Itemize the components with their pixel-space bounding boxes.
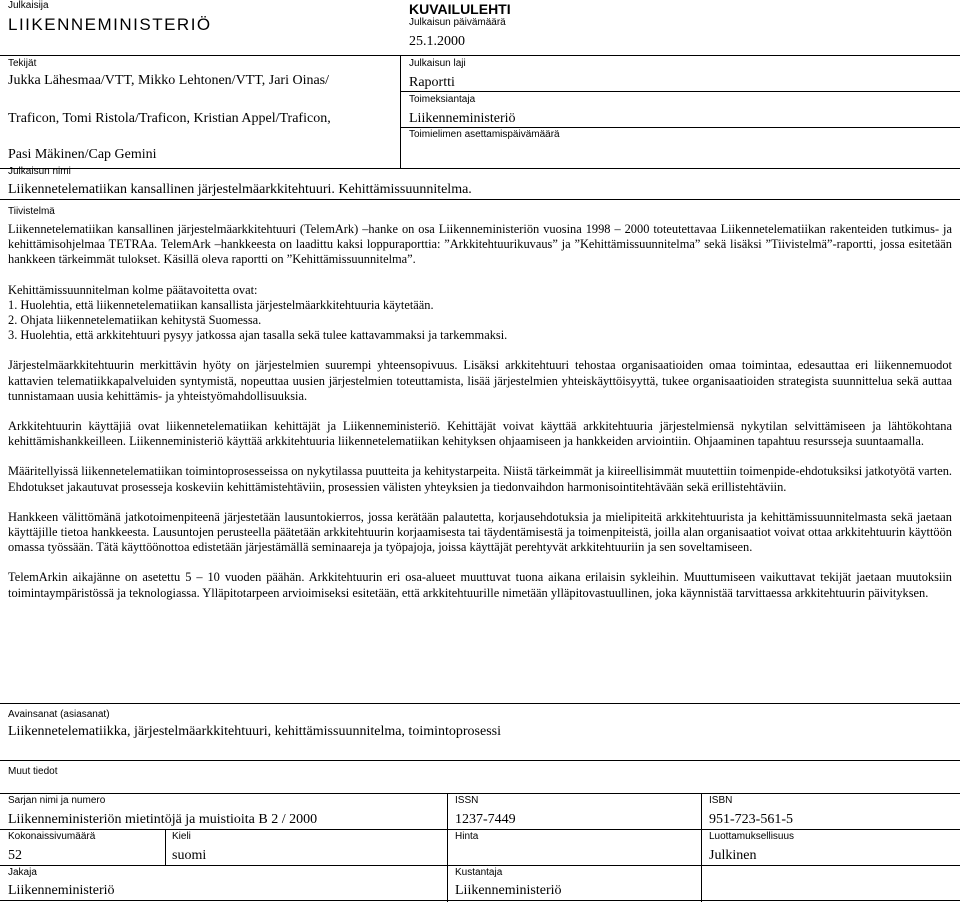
name-divider [0, 199, 960, 200]
pages-value: 52 [8, 848, 22, 863]
publication-date-label: Julkaisun päivämäärä [409, 17, 506, 28]
author-line-2: Traficon, Tomi Ristola/Traficon, Kristian Appel/Traficon, [8, 111, 331, 126]
abstract-paragraph-6: TelemArkin aikajänne on asetettu 5 – 10 vuoden päähän. Arkkitehtuurin eri osa-alueet muuttuvat tuona aikana erilaisin sykleihin. Muuttumiseen vaikuttavat tekijät jaetaan muutoksiin toimintaympäristössä ja teknologiassa. Ylläpitotarpeen arvioimiseksi esitetään, että arkkitehtuurille nimetään ylläpitovastuullinen, joka käynnistää tarvittaessa arkkitehtuurin päivityksen. [8, 570, 952, 600]
abstract-paragraph-3: Arkkitehtuurin käyttäjiä ovat liikennetelematiikan kehittäjät ja Liikenneministeriö. Kehittäjät voivat käyttää arkkitehtuuria järjestelmiensä nykytilan selvittämiseen ja lähtökohtana kehittämishankkeilleen. Liikenneministeriö käyttää arkkitehtuuria liikennetelematiikan kehityksen ohjaamiseen ja hankkeiden arviointiin. Ohjaaminen tapahtuu resursseja suuntaamalla. [8, 419, 952, 449]
language-label: Kieli [172, 831, 191, 842]
confidentiality-label: Luottamuksellisuus [709, 831, 795, 842]
abstract-paragraph-5: Hankkeen välittömänä jatkotoimenpiteenä järjestetään lausuntokierros, jossa kerätään palautetta, korjausehdotuksia ja mielipiteitä arkkitehtuurista ja kehittämissuunnitelmasta sekä jaetaan käyttäjille tietoa hankkeesta. Lausuntojen perusteella päätetään arkkitehtuurin korjaamisesta tai täydentämisestä ja toimenpiteistä, joilla alan organisaatiot voivat ottaa arkkitehtuurin käyttöön omassa työssään. Tätä käyttöönottoa edistetään järjestämällä seminaareja ja työpajoja, joissa käyttäjät perehtyvät arkkitehtuuriin ja sen soveltamiseen. [8, 509, 952, 555]
isbn-value: 951-723-561-5 [709, 812, 793, 827]
other-info-label: Muut tiedot [8, 766, 58, 777]
publication-type: Raportti [409, 75, 455, 90]
confidentiality-value: Julkinen [709, 848, 757, 863]
other-info-divider [0, 793, 960, 794]
author-line-1: Jukka Lähesmaa/VTT, Mikko Lehtonen/VTT, Jari Oinas/ [8, 73, 330, 88]
goals-list [8, 298, 952, 344]
column-divider [400, 55, 401, 168]
abstract-paragraph-4: Määritellyissä liikennetelematiikan toimintoprosesseissa on nykytilassa puutteita ja kehitystarpeita. Niistä tärkeimmät ja kiireellisimmät muutettiin toimenpide-ehdotuksiksi jatkotyötä varten. Ehdotukset jakautuvat prosesseja koskeviin kehittämistehtäviin, prosessien välisten yhteyksien ja tiedonvaihdon harmonisointitehtävään sekä erillistehtäviin. [8, 464, 952, 494]
series-value: Liikenneministeriön mietintöjä ja muistioita B 2 / 2000 [8, 812, 318, 827]
goal-item-2: 2. Ohjata liikennetelematiikan kehitystä Suomessa. [8, 313, 262, 328]
header-divider [0, 55, 960, 56]
commissioner: Liikenneministeriö [409, 111, 516, 126]
goal-item-3: 3. Huolehtia, että arkkitehtuuri pysyy jatkossa ajan tasalla sekä tulee kattavammaksi ja tarkemmaksi. [8, 328, 508, 343]
publisher-logo: LIIKENNEMINISTERIÖ [8, 15, 212, 34]
meta-divider-2 [400, 127, 960, 128]
publisher-label: Julkaisija [8, 0, 49, 11]
abstract-paragraph-2: Järjestelmäarkkitehtuurin merkittävin hyöty on järjestelmien suurempi yhteensopivuus. Lisäksi arkkitehtuuri tehostaa organisaatioiden omaa toimintaa, edesauttaa eri liikennemuodot kattavien telematiikkapalveluiden syntymistä, nopeuttaa uusien järjestelmien toteuttamista, lisää järjestelmien yhteiskäyttöisyyttä, tukee organisaatioiden strategista suunnittelua sekä auttaa tunnistamaan uusia kehittämis- ja yhteistyömahdollisuuksia. [8, 358, 952, 403]
keywords-label: Avainsanat (asiasanat) [8, 709, 110, 720]
abstract-label: Tiivistelmä [8, 206, 55, 217]
goal-item-1: 1. Huolehtia, että liikennetelematiikan kansallista järjestelmäarkkitehtuuria käytetään. [8, 297, 434, 312]
footer-row-divider-1 [0, 829, 960, 830]
language-value: suomi [172, 848, 207, 863]
keywords: Liikennetelematiikka, järjestelmäarkkitehtuuri, kehittämissuunnitelma, toimintoprosessi [8, 724, 501, 739]
price-label: Hinta [455, 831, 479, 842]
issn-label: ISSN [455, 795, 479, 806]
footer-col-divider-1 [447, 793, 448, 902]
abstract-body [8, 222, 952, 601]
bottom-border [0, 900, 960, 901]
meta-divider-1 [400, 91, 960, 92]
pages-label: Kokonaissivumäärä [8, 831, 96, 842]
publication-name: Liikennetelematiikan kansallinen järjestelmäarkkitehtuuri. Kehittämissuunnitelma. [8, 182, 472, 197]
footer-col-divider-3 [165, 829, 166, 865]
isbn-label: ISBN [709, 795, 733, 806]
series-label: Sarjan nimi ja numero [8, 795, 106, 806]
publisher-label-footer: Kustantaja [455, 867, 503, 878]
publisher-value-footer: Liikenneministeriö [455, 883, 562, 898]
author-line-3: Pasi Mäkinen/Cap Gemini [8, 147, 157, 162]
issn-value: 1237-7449 [455, 812, 516, 827]
publication-name-label: Julkaisun nimi [8, 166, 71, 177]
authors-divider [0, 168, 960, 169]
distributor-label: Jakaja [8, 867, 37, 878]
commissioner-label: Toimeksiantaja [409, 94, 476, 105]
footer-row-divider-2 [0, 865, 960, 866]
goals-intro: Kehittämissuunnitelman kolme päätavoitetta ovat: [8, 282, 258, 297]
keywords-divider [0, 760, 960, 761]
committee-date-label: Toimielimen asettamispäivämäärä [409, 129, 560, 140]
distributor-value: Liikenneministeriö [8, 883, 115, 898]
document-type-title: KUVAILULEHTI [409, 1, 511, 17]
footer-col-divider-2 [701, 793, 702, 902]
publication-date: 25.1.2000 [409, 34, 465, 49]
abstract-divider [0, 703, 960, 704]
abstract-paragraph-1: Liikennetelematiikan kansallinen järjestelmäarkkitehtuuri (TelemArk) –hanke on osa Liikenneministeriön vuosina 1998 – 2000 toteutettavaa Liikennetelematiikan rakenteiden tutkimus- ja kehittämisohjelmaa TETRAa. TelemArk –hankkeesta on laadittu kaksi loppuraporttia: ”Arkkitehtuurikuvaus” ja ”Kehittämissuunnitelma” sekä lisäksi ”Tiivistelmä”-raportti, jossa esitetään hankkeen tärkeimmät tulokset. Käsillä oleva raportti on ”Kehittämissuunnitelma”. [8, 222, 952, 267]
authors-label: Tekijät [8, 58, 37, 69]
publication-type-label: Julkaisun laji [409, 58, 466, 69]
